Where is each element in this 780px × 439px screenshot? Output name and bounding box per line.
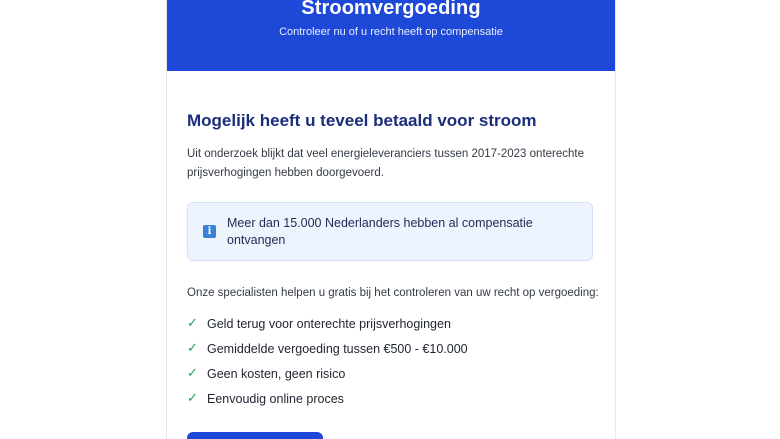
cta-button[interactable] (187, 432, 323, 439)
hero-banner (167, 0, 615, 71)
list-item (187, 314, 597, 339)
page-headline: Mogelijk heeft u teveel betaald voor stroom (187, 111, 537, 130)
hero-title: Stroomvergoeding (301, 0, 481, 19)
benefit-label: Eenvoudig online proces (207, 392, 344, 406)
content-card (166, 0, 616, 439)
intro-paragraph: Uit onderzoek blijkt dat veel energieleveranciers tussen 2017-2023 onterechte prijsverhogingen hebben doorgevoerd. (187, 148, 584, 179)
benefits-lead-text: Onze specialisten helpen u gratis bij het controleren van uw recht op vergoeding: (187, 287, 599, 299)
check-icon: ✓ (187, 366, 198, 381)
info-icon: i (203, 225, 216, 238)
benefit-label: Geen kosten, geen risico (207, 367, 346, 381)
info-callout (187, 202, 593, 261)
check-icon: ✓ (187, 341, 198, 356)
benefit-label: Gemiddelde vergoeding tussen €500 - €10.000 (207, 342, 468, 356)
list-item (187, 339, 597, 364)
benefit-label: Geld terug voor onterechte prijsverhogingen (207, 317, 451, 331)
info-callout-text: Meer dan 15.000 Nederlanders hebben al compensatie ontvangen (227, 216, 533, 247)
check-icon: ✓ (187, 316, 198, 331)
benefits-list (187, 314, 597, 414)
list-item (187, 364, 597, 389)
hero-subtitle: Controleer nu of u recht heeft op compensatie (279, 26, 503, 38)
check-icon: ✓ (187, 391, 198, 406)
list-item (187, 389, 597, 414)
